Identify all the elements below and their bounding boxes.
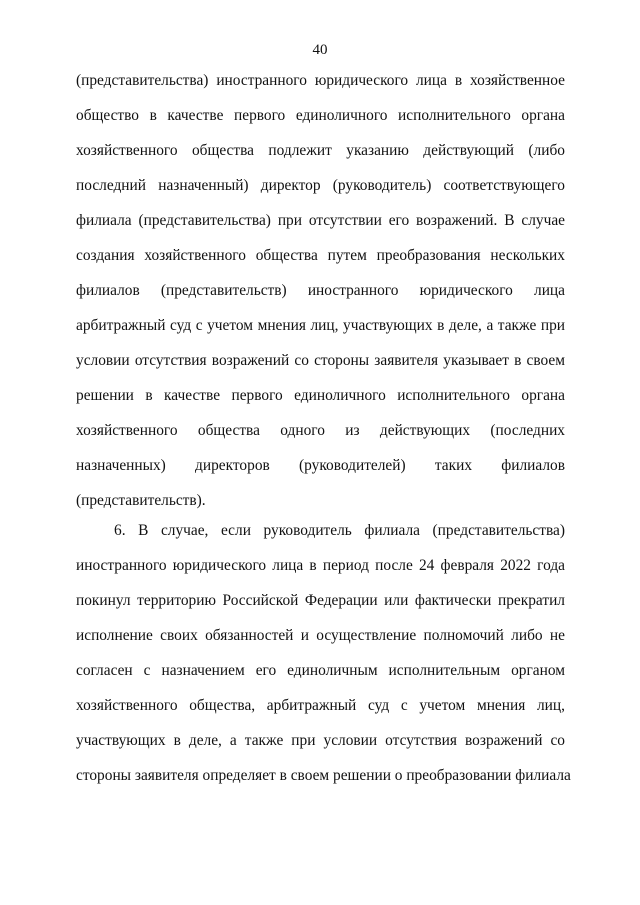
text-line: решении в качестве первого единоличного исполнительного органа [76, 387, 565, 404]
text-line: участвующих в деле, а также при условии отсутствия возражений со [76, 732, 565, 749]
text-line: общество в качестве первого единоличного исполнительного органа [76, 107, 565, 124]
text-line: назначенных) директоров (руководителей) таких филиалов [76, 457, 565, 474]
page-number: 40 [312, 42, 328, 58]
text-line: стороны заявителя определяет в своем решении о преобразовании филиала [76, 767, 571, 784]
text-line: арбитражный суд с учетом мнения лиц, участвующих в деле, а также при [76, 317, 565, 334]
text-line: иностранного юридического лица в период после 24 февраля 2022 года [76, 557, 565, 574]
text-line: согласен с назначением его единоличным исполнительным органом [76, 662, 565, 679]
text-line: хозяйственного общества одного из действующих (последних [76, 422, 565, 439]
text-line: создания хозяйственного общества путем преобразования нескольких [76, 247, 565, 264]
text-line: хозяйственного общества, арбитражный суд с учетом мнения лиц, [76, 697, 565, 714]
text-line: (представительства) иностранного юридического лица в хозяйственное [76, 72, 565, 89]
text-line: (представительств). [76, 492, 206, 509]
text-line: хозяйственного общества подлежит указанию действующий (либо [76, 142, 565, 159]
paragraph-continuation [76, 63, 565, 518]
text-line: исполнение своих обязанностей и осуществление полномочий либо не [76, 627, 565, 644]
paragraph-clause-6 [76, 513, 571, 793]
text-line: условии отсутствия возражений со стороны заявителя указывает в своем [76, 352, 565, 369]
text-line: покинул территорию Российской Федерации или фактически прекратил [76, 592, 565, 609]
text-line: последний назначенный) директор (руководитель) соответствующего [76, 177, 565, 194]
text-line: филиала (представительства) при отсутствии его возражений. В случае [76, 212, 565, 229]
text-line: 6. В случае, если руководитель филиала (представительства) [114, 522, 565, 539]
text-line: филиалов (представительств) иностранного юридического лица [76, 282, 565, 299]
